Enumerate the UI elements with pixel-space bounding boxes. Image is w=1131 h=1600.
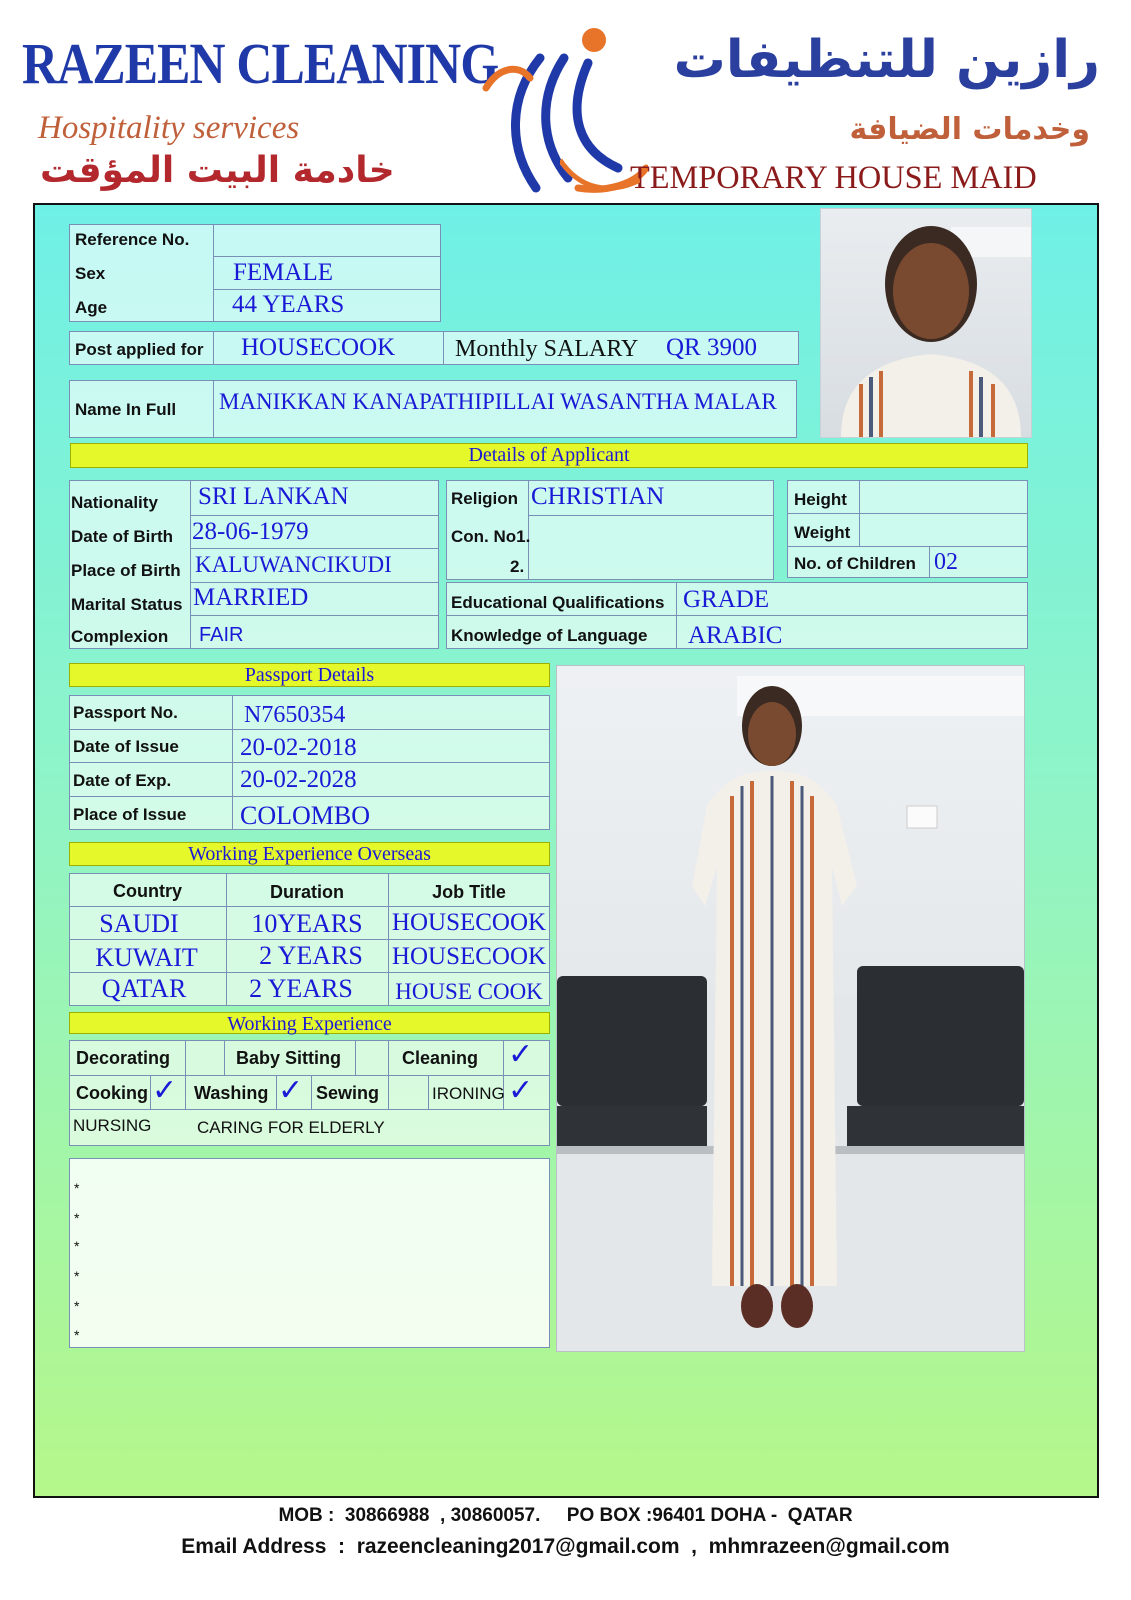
passport-number-label: Passport No. [73,703,178,722]
skill-cooking-label: Cooking [76,1083,148,1103]
tagline-ar-left: خادمة البيت المؤقت [40,150,395,191]
tagline-en: Hospitality services [38,110,300,146]
passport-number-value: N7650354 [244,702,346,728]
table-row-job: HOUSECOOK [391,943,547,970]
divider [787,513,1028,514]
table-row-job: HOUSE COOK [395,979,543,1004]
applicant-portrait-photo [820,208,1032,438]
col-job-title-header: Job Title [432,882,506,902]
divider [355,1040,356,1075]
tagline-ar-right: وخدمات الضيافة [849,112,1090,147]
divider [213,224,214,322]
divider [388,1040,389,1075]
note-bullet: * [74,1268,80,1284]
divider [69,906,550,907]
language-label: Knowledge of Language [451,626,648,645]
salary-label: Monthly SALARY [455,336,639,362]
dob-label: Date of Birth [71,527,173,546]
check-icon: ✓ [152,1073,178,1108]
name-value: MANIKKAN KANAPATHIPILLAI WASANTHA MALAR [219,389,777,414]
divider [185,1075,186,1109]
applicant-full-body-photo [556,665,1025,1352]
complexion-value: FAIR [199,624,244,646]
notes-box [69,1158,550,1348]
table-row-country: QATAR [101,974,187,1003]
divider [69,729,550,730]
note-bullet: * [74,1298,80,1314]
note-bullet: * [74,1327,80,1343]
col-duration-header: Duration [270,882,344,902]
company-name-ar: رازين للتنظيفات [673,30,1100,90]
divider [190,480,191,649]
divider [388,1075,389,1109]
religion-label: Religion [451,489,519,508]
table-row-duration: 2 YEARS [249,974,353,1003]
table-row-job: HOUSECOOK [391,909,547,936]
children-value: 02 [934,549,958,575]
issue-date-label: Date of Issue [73,737,179,756]
company-name-en: RAZEEN CLEANING [22,31,499,96]
divider [224,1040,225,1075]
divider [190,615,439,616]
divider [69,762,550,763]
divider [190,582,439,583]
divider [929,546,930,578]
language-value: ARABIC [688,622,783,649]
divider [443,331,444,365]
sex-value: FEMALE [233,259,333,286]
expiry-date-label: Date of Exp. [73,771,172,790]
divider [213,289,441,290]
pob-label: Place of Birth [71,561,181,580]
table-row-country: KUWAIT [95,943,198,972]
divider [69,939,550,940]
table-row-duration: 2 YEARS [259,941,363,970]
footer-email-line: Email Address : razeencleaning2017@gmail.com , mhmrazeen@gmail.com [181,1535,950,1558]
divider [185,1040,186,1075]
portrait-figure [821,209,1031,437]
divider [446,615,1028,616]
skill-washing-label: Washing [194,1083,269,1103]
full-body-figure [557,666,1024,1351]
post-label: Post applied for [75,340,204,359]
skill-nursing-label: NURSING [73,1116,152,1135]
col-country-header: Country [113,881,182,901]
weight-label: Weight [794,523,851,542]
age-label: Age [75,298,108,317]
issue-place-label: Place of Issue [73,805,187,824]
divider [528,515,774,516]
age-value: 44 YEARS [232,291,345,318]
check-icon: ✓ [508,1037,534,1072]
divider [190,515,439,516]
name-label: Name In Full [75,400,177,419]
divider [213,256,441,257]
education-label: Educational Qualifications [451,593,665,612]
skill-sewing-label: Sewing [316,1083,380,1103]
divider [69,1109,550,1110]
table-row-country: SAUDI [99,909,179,938]
divider [311,1075,312,1109]
divider [787,546,1028,547]
divider [69,796,550,797]
skill-ironing-label: IRONING [432,1084,505,1103]
header-swoosh [560,150,640,200]
nationality-label: Nationality [71,493,158,512]
skill-baby-sitting-label: Baby Sitting [236,1048,342,1068]
table-row-duration: 10YEARS [251,909,363,938]
skill-elderly-care-label: CARING FOR ELDERLY [197,1118,385,1137]
footer-contact-line: MOB : 30866988 , 30860057. PO BOX :96401 DOHA - QATAR [278,1505,853,1526]
religion-value: CHRISTIAN [531,483,665,510]
contact-no2-label: 2. [510,557,525,576]
skill-decorating-label: Decorating [76,1048,171,1068]
reference-label: Reference No. [75,230,190,249]
note-bullet: * [74,1238,80,1254]
details-section-title: Details of Applicant [70,443,1028,468]
dob-value: 28-06-1979 [192,518,309,545]
marital-label: Marital Status [71,595,183,614]
header [0,0,1131,205]
divider [213,380,214,438]
check-icon: ✓ [278,1073,304,1108]
divider [190,548,439,549]
marital-value: MARRIED [193,584,309,611]
divider [428,1075,429,1109]
passport-section-title: Passport Details [69,663,550,687]
divider [150,1075,151,1109]
education-value: GRADE [683,586,770,613]
salary-value: QR 3900 [666,334,757,361]
complexion-label: Complexion [71,627,169,646]
skills-section-title: Working Experience [69,1012,550,1034]
children-label: No. of Children [794,554,916,573]
skill-cleaning-label: Cleaning [402,1048,479,1068]
overseas-section-title: Working Experience Overseas [69,842,550,866]
pob-value: KALUWANCIKUDI [195,552,392,577]
divider [276,1075,277,1109]
note-bullet: * [74,1210,80,1226]
issue-place-value: COLOMBO [240,801,371,830]
divider [69,1075,550,1076]
post-value: HOUSECOOK [241,334,396,361]
height-label: Height [794,490,847,509]
note-bullet: * [74,1180,80,1196]
divider [213,331,214,365]
issue-date-value: 20-02-2018 [240,734,357,761]
expiry-date-value: 20-02-2028 [240,766,357,793]
contact-no1-label: Con. No1. [451,527,531,546]
document-type: TEMPORARY HOUSE MAID [630,160,1037,196]
check-icon: ✓ [508,1073,534,1108]
nationality-value: SRI LANKAN [198,483,349,510]
sex-label: Sex [75,264,106,283]
